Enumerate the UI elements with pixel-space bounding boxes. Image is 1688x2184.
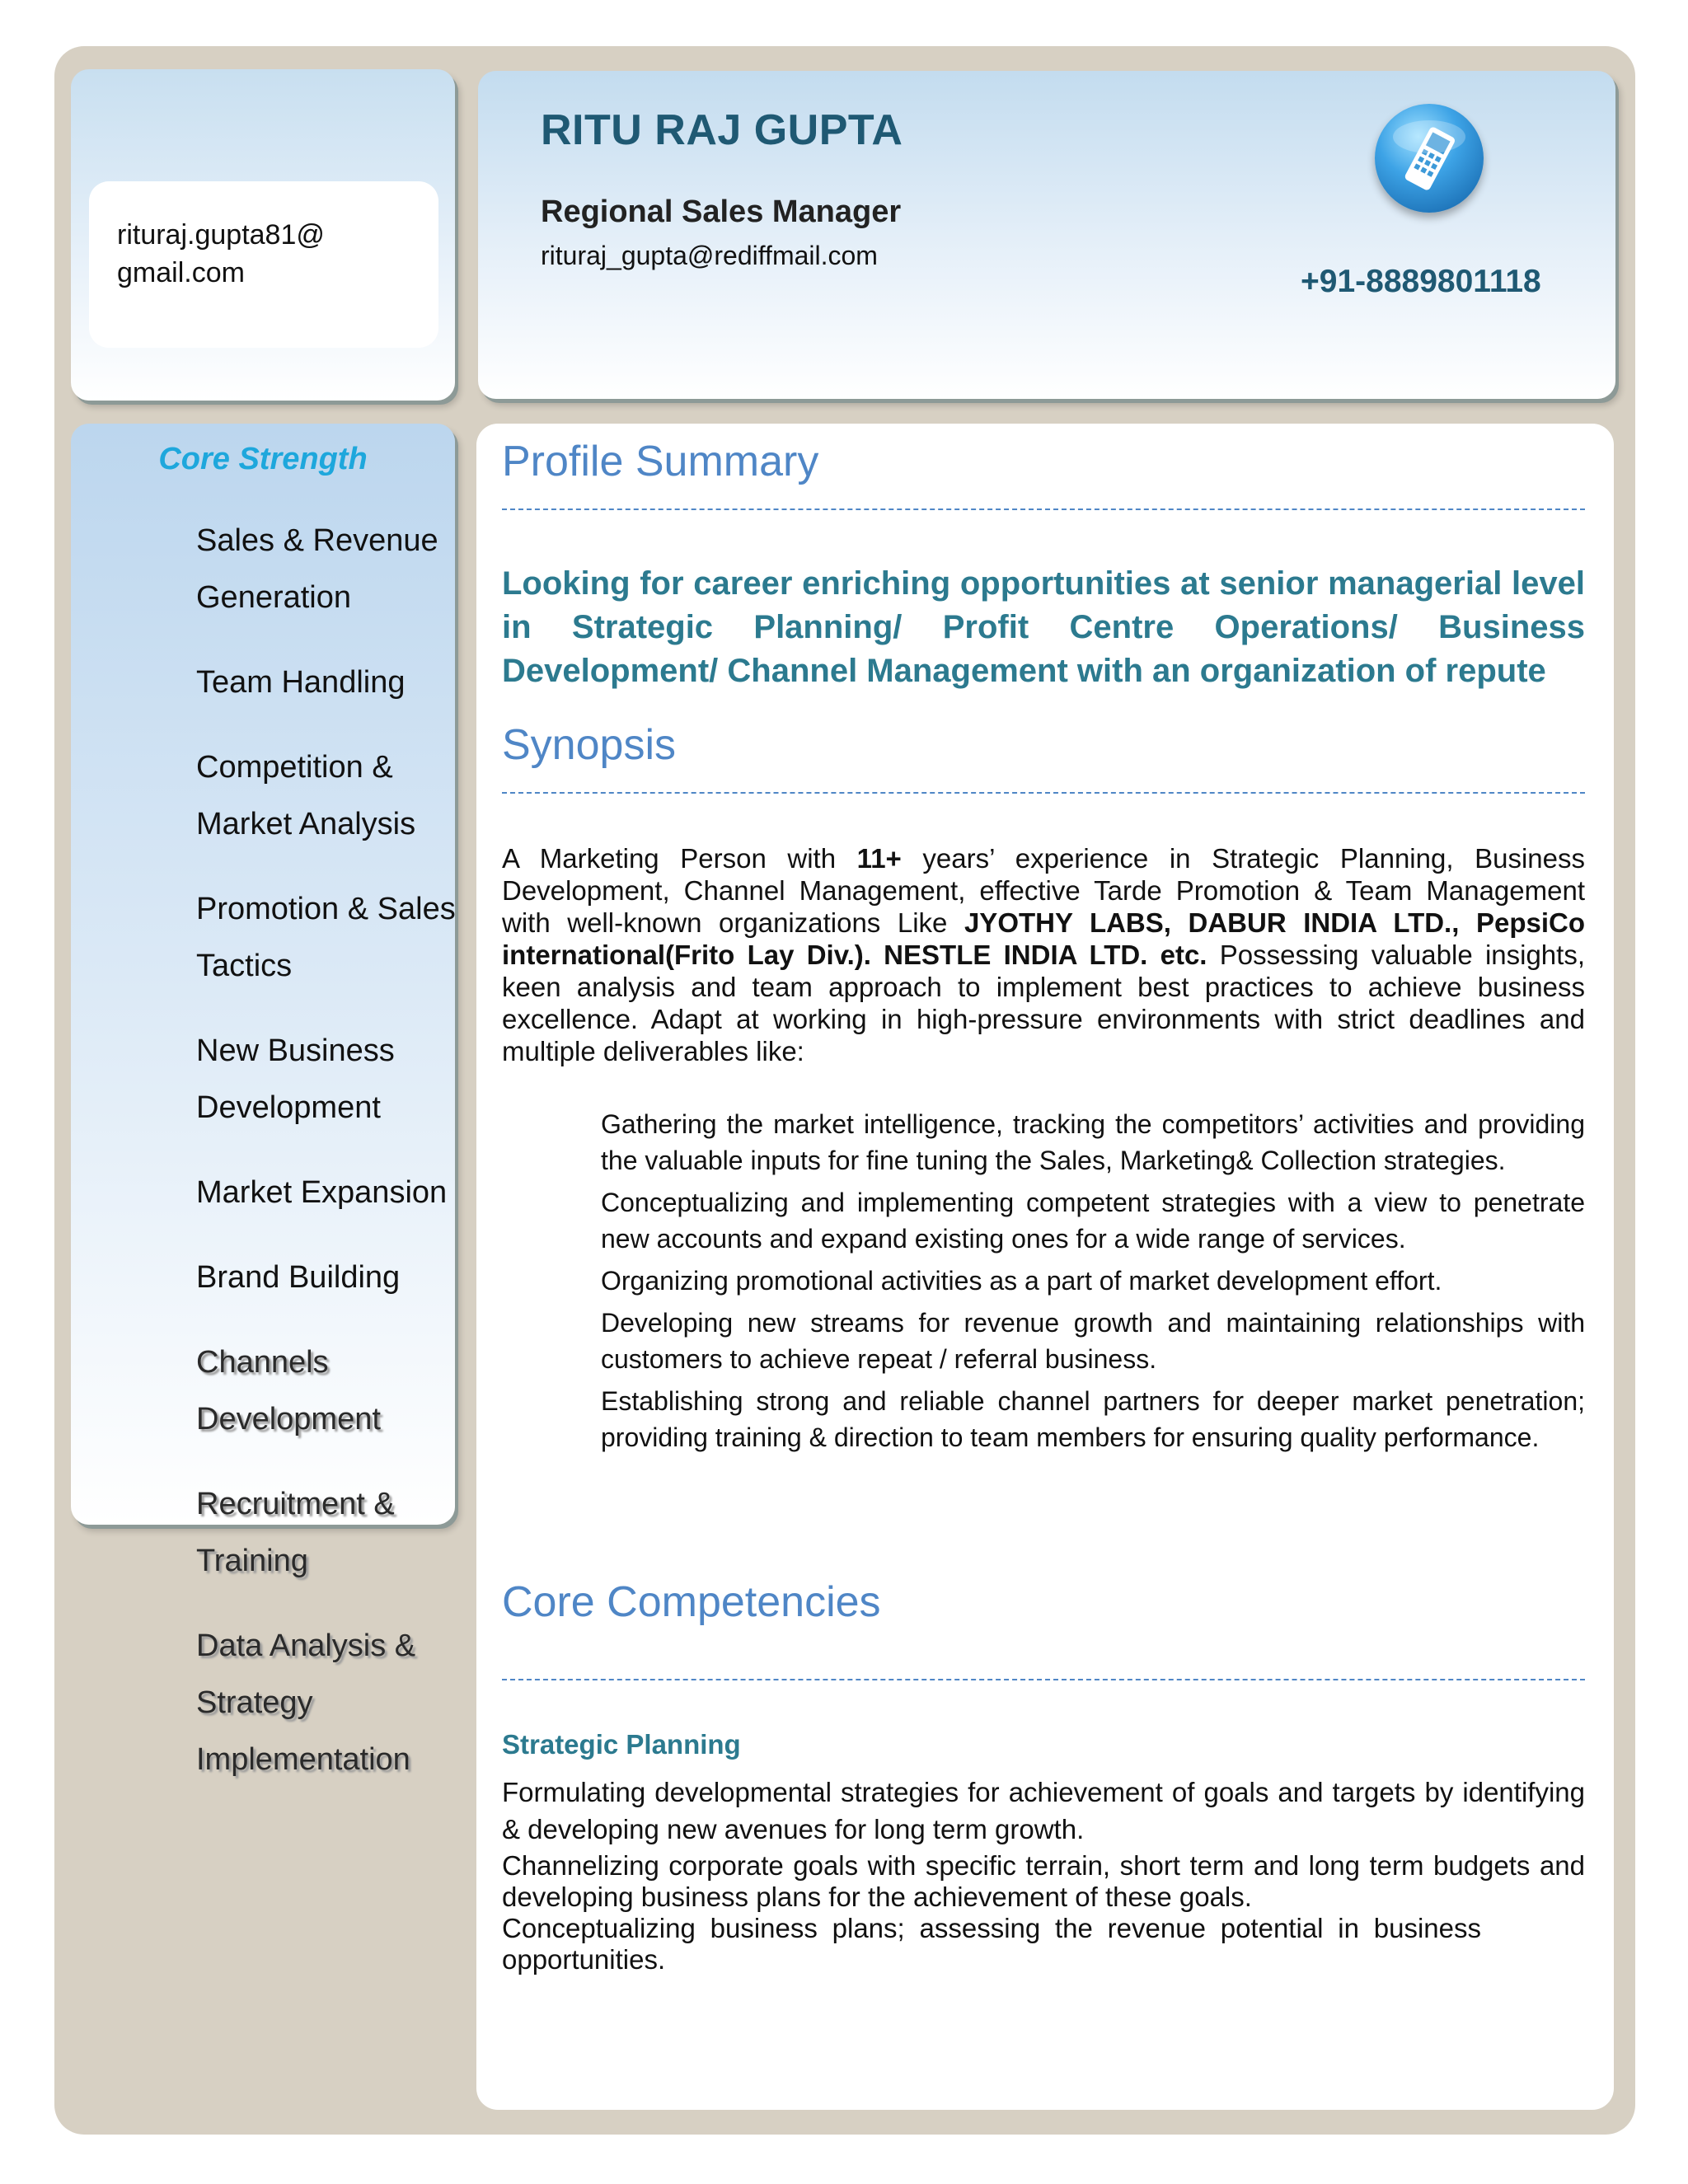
competency-item: Conceptualizing business plans; assessing the revenue potential in business opportunities. — [502, 1913, 1481, 1975]
strategic-planning-subheading: Strategic Planning — [502, 1729, 741, 1760]
synopsis-intro-end: Possessing valuable insights, keen analysis and team approach to implement best practices to achieve business excellence. Adapt at working in high-pressure environments with strict deadlines and multiple deliverables like: — [502, 940, 1585, 1066]
primary-email: rituraj_gupta@rediffmail.com — [541, 241, 878, 270]
synopsis-bullet: Establishing strong and reliable channel partners for deeper market penetration; providing training & direction to team members for ensuring quality performance. — [601, 1386, 1585, 1452]
career-objective: Looking for career enriching opportunities at senior managerial level in Strategic Planning/ Profit Centre Operations/ Business Development/ Channel Management with an organization of repute — [502, 565, 1585, 689]
synopsis-bullet-list — [601, 1106, 1585, 1461]
strength-item: Competition & Market Analysis — [196, 750, 416, 841]
synopsis-heading: Synopsis — [502, 721, 676, 769]
core-strength-list — [196, 513, 460, 1816]
strength-item: Sales & Revenue Generation — [196, 523, 438, 615]
strength-item: Channels Development — [196, 1345, 381, 1436]
strength-item: Team Handling — [196, 665, 406, 700]
phone-number: +91-8889801118 — [1301, 264, 1541, 299]
synopsis-bullet: Organizing promotional activities as a part of market development effort. — [601, 1266, 1442, 1296]
competency-item: Formulating developmental strategies for achievement of goals and targets by identifying & developing new avenues for long term growth. — [502, 1777, 1585, 1844]
synopsis-intro-cont: years’ experience in Strategic Planning, Business Development, Channel Management, effective Tarde Promotion & Team Management with well-known organizations Like — [502, 843, 1585, 938]
synopsis-intro: A Marketing Person with — [502, 843, 857, 874]
mobile-phone-icon — [1375, 104, 1484, 213]
synopsis-bullet: Developing new streams for revenue growth and maintaining relationships with customers to achieve repeat / referral business. — [601, 1308, 1585, 1374]
strength-item: Market Expansion — [196, 1175, 448, 1210]
alternate-email: rituraj.gupta81@ gmail.com — [117, 219, 325, 288]
synopsis-paragraph — [502, 842, 1585, 1067]
synopsis-divider — [502, 792, 1585, 794]
years-experience: 11+ — [856, 843, 902, 874]
candidate-name: RITU RAJ GUPTA — [541, 106, 903, 154]
core-competencies-heading: Core Competencies — [502, 1578, 881, 1626]
synopsis-bullet: Conceptualizing and implementing competent strategies with a view to penetrate new accounts and expand existing ones for a wide range of services. — [601, 1188, 1585, 1254]
profile-summary-divider — [502, 509, 1585, 510]
mobile-phone-icon-graphic — [1375, 104, 1484, 213]
company-names: JYOTHY LABS, DABUR INDIA LTD., PepsiCo international(Frito Lay Div.). NESTLE INDIA LTD. etc. — [502, 907, 1585, 970]
core-strength-heading: Core Strength — [158, 442, 368, 476]
strength-item: New Business Development — [196, 1033, 395, 1125]
job-title: Regional Sales Manager — [541, 194, 902, 229]
strength-item: Data Analysis & Strategy Implementation — [196, 1629, 416, 1777]
profile-summary-heading: Profile Summary — [502, 438, 819, 485]
strength-item: Promotion & Sales Tactics — [196, 892, 456, 983]
core-competencies-divider — [502, 1679, 1585, 1680]
strength-item: Recruitment & Training — [196, 1487, 395, 1578]
synopsis-bullet: Gathering the market intelligence, tracking the competitors’ activities and providing the valuable inputs for fine tuning the Sales, Marketing& Collection strategies. — [601, 1109, 1585, 1175]
competency-item: Channelizing corporate goals with specific terrain, short term and long term budgets and developing business plans for the achievement of these goals. — [502, 1850, 1585, 1912]
strength-item: Brand Building — [196, 1260, 401, 1295]
